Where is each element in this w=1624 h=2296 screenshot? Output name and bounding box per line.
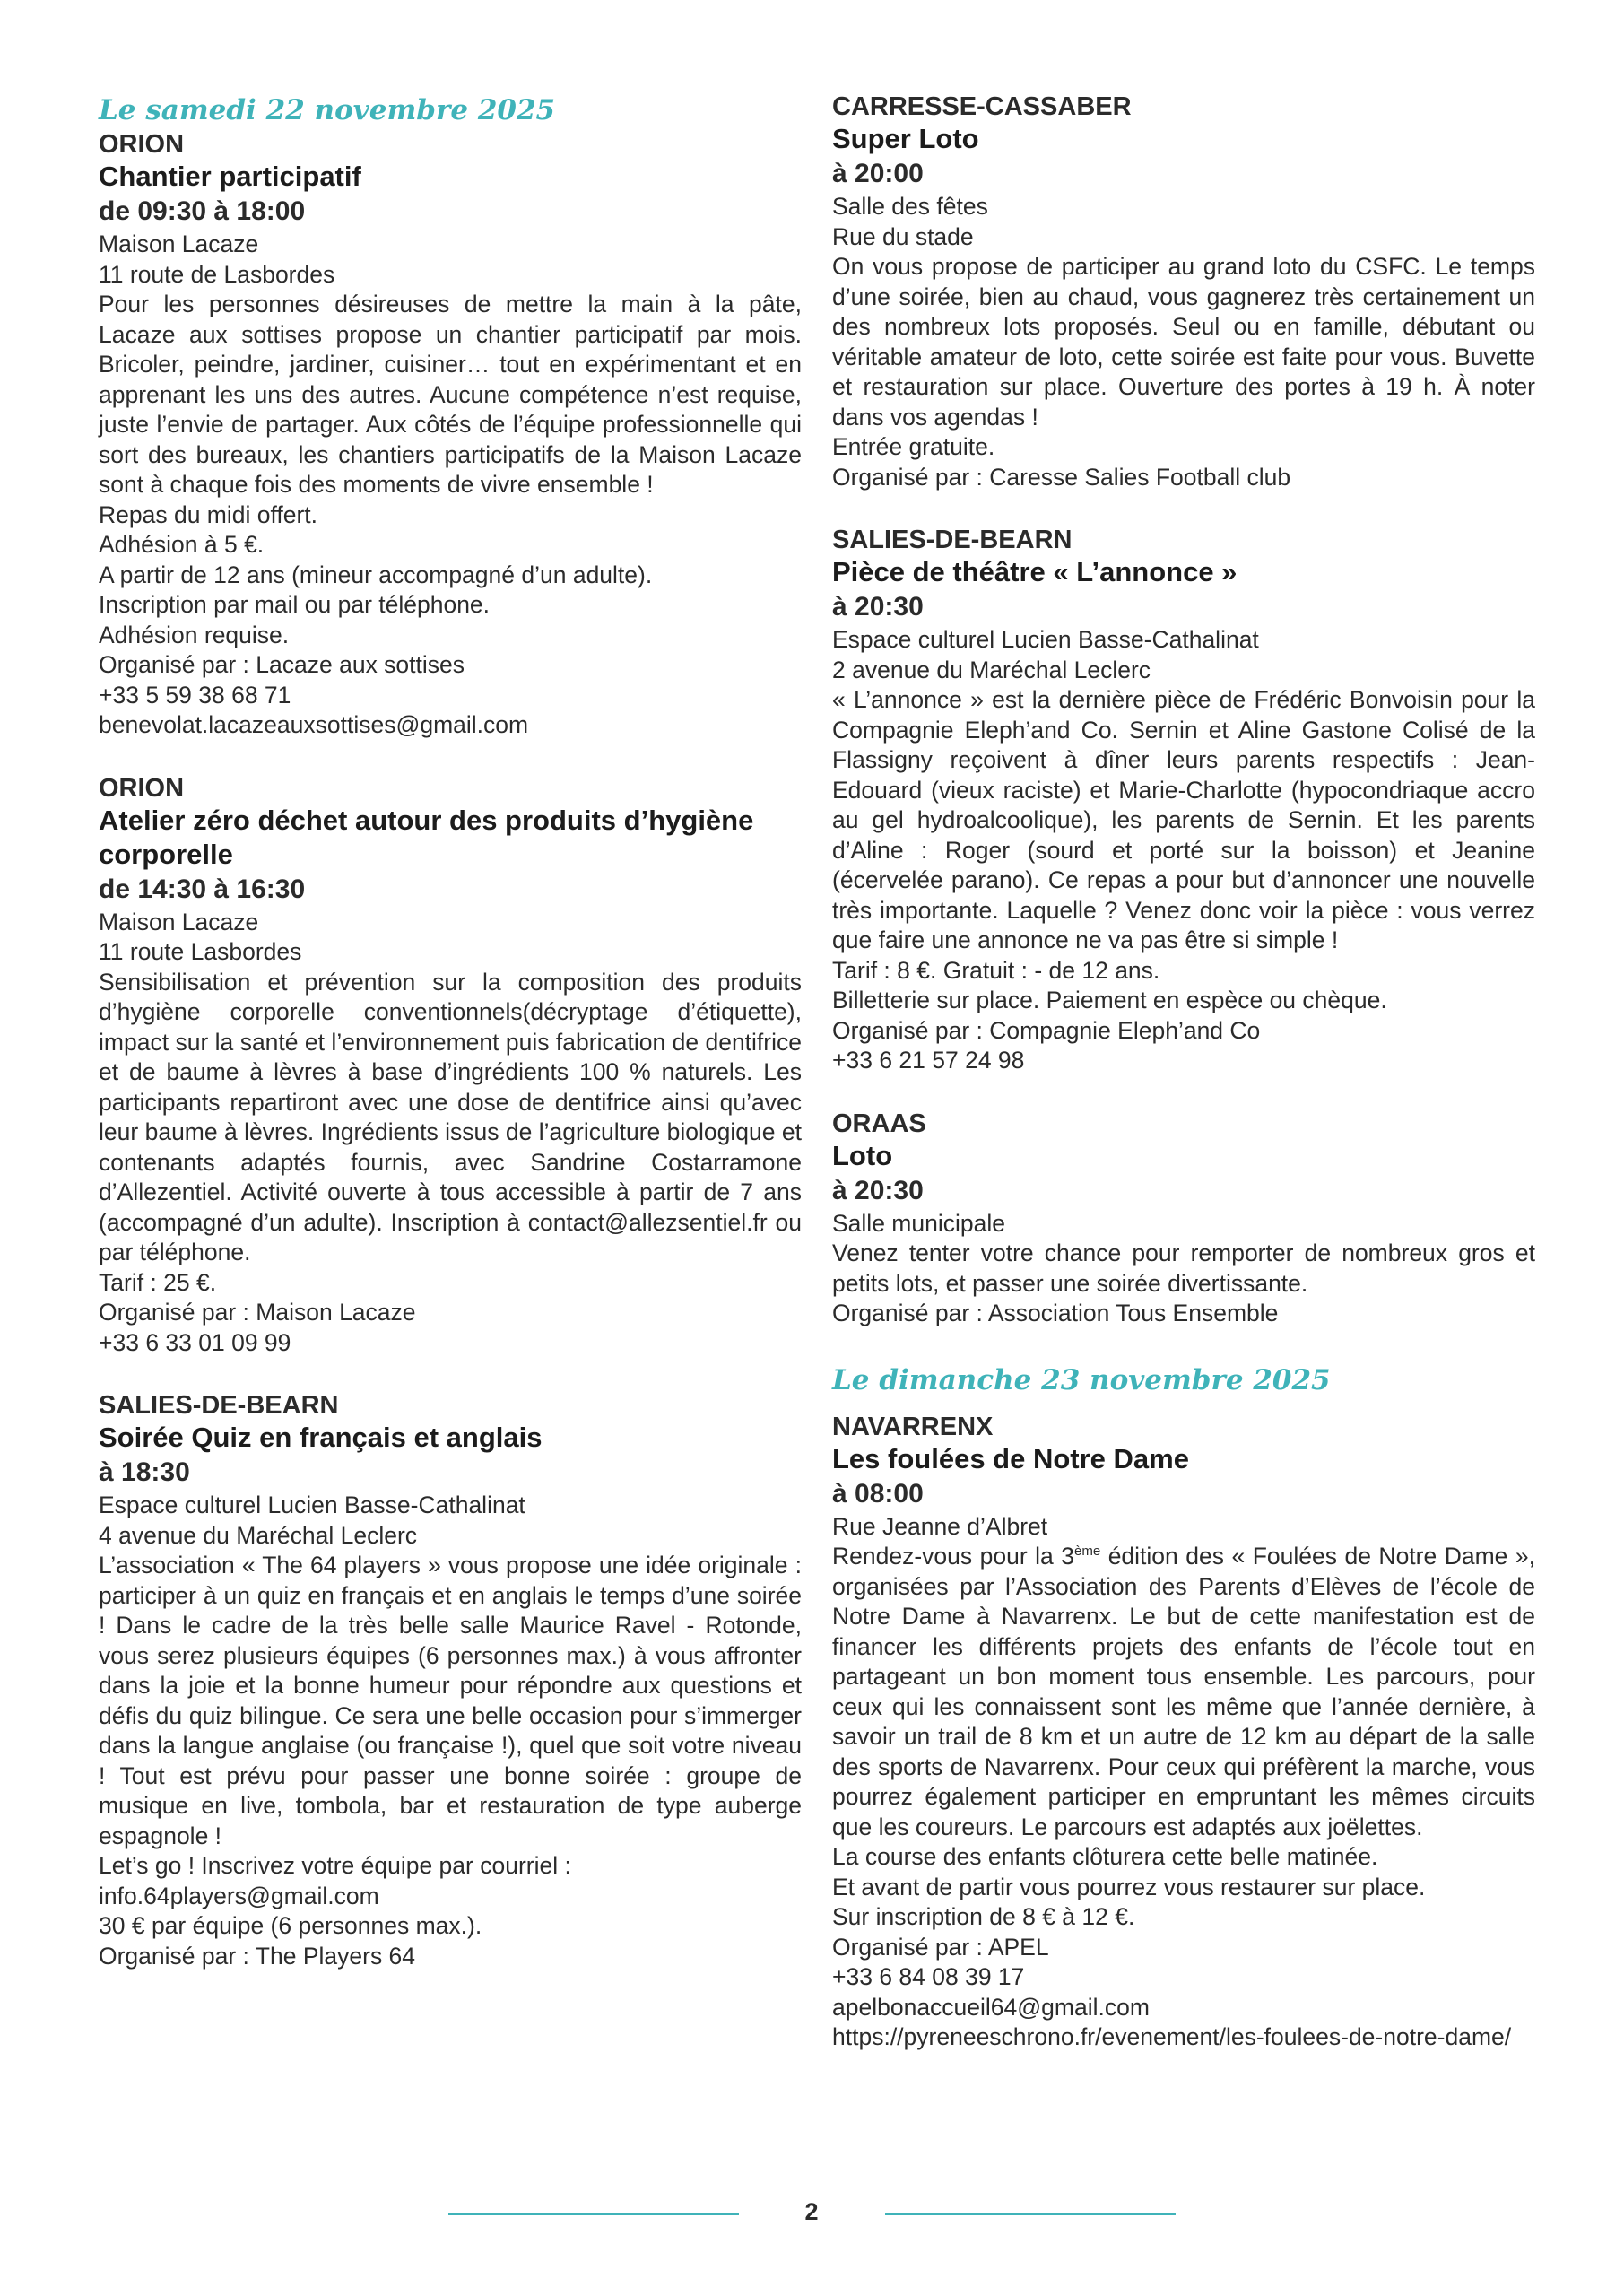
- event-loto-oraas: [832, 1109, 1535, 1329]
- event-title: Soirée Quiz en français et anglais: [99, 1422, 543, 1453]
- event-piece-theatre: [832, 525, 1535, 1076]
- event-town: ORAAS: [832, 1109, 926, 1138]
- event-town: SALIES-DE-BEARN: [99, 1391, 339, 1420]
- event-super-loto: [832, 91, 1535, 492]
- event-detail: A partir de 12 ans (mineur accompagné d’un adulte).: [99, 561, 653, 588]
- event-venue: Salle des fêtes: [832, 193, 988, 220]
- day-heading: Le dimanche 23 novembre 2025: [832, 1363, 1331, 1396]
- event-price: Tarif : 25 €.: [99, 1268, 217, 1296]
- event-time: à 18:30: [99, 1457, 190, 1487]
- event-organizer: Organisé par : Association Tous Ensemble: [832, 1300, 1279, 1326]
- event-title: Super Loto: [832, 123, 979, 154]
- event-organizer: Organisé par : The Players 64: [99, 1942, 416, 1970]
- event-venue: Salle municipale: [832, 1209, 1005, 1237]
- event-price: Entrée gratuite.: [832, 433, 995, 460]
- event-time: à 20:00: [832, 159, 924, 188]
- event-venue: Maison Lacaze: [99, 908, 259, 935]
- event-venue: Maison Lacaze: [99, 230, 259, 257]
- event-url-link[interactable]: https://pyreneeschrono.fr/evenement/les-foulees-de-notre-dame/: [832, 2023, 1512, 2050]
- event-detail: Billetterie sur place. Paiement en espèce ou chèque.: [832, 987, 1387, 1013]
- event-title: Pièce de théâtre « L’annonce »: [832, 556, 1238, 587]
- event-town: ORION: [99, 773, 185, 803]
- event-detail: Let’s go ! Inscrivez votre équipe par courriel :: [99, 1852, 571, 1879]
- event-price: Sur inscription de 8 € à 12 €.: [832, 1903, 1135, 1930]
- event-address: 11 route Lasbordes: [99, 938, 302, 965]
- event-time: de 09:30 à 18:00: [99, 196, 306, 226]
- event-time: de 14:30 à 16:30: [99, 874, 306, 904]
- event-description: Venez tenter votre chance pour remporter de nombreux gros et petits lots, et passer une soirée divertissante.: [832, 1239, 1535, 1297]
- event-address: 4 avenue du Maréchal Leclerc: [99, 1521, 418, 1549]
- event-organizer: Organisé par : APEL: [832, 1933, 1049, 1961]
- event-price: 30 € par équipe (6 personnes max.).: [99, 1912, 482, 1939]
- right-column: [832, 91, 1535, 2085]
- event-time: à 08:00: [832, 1478, 924, 1509]
- description-intro: Rendez-vous pour la 3: [832, 1543, 1075, 1570]
- event-title: Chantier participatif: [99, 161, 361, 192]
- event-time: à 20:30: [832, 1175, 924, 1205]
- ordinal-suffix: ème: [1074, 1544, 1101, 1560]
- event-soiree-quiz: [99, 1390, 802, 1971]
- footer-rule-left: [448, 2213, 739, 2215]
- event-detail: Adhésion à 5 €.: [99, 531, 265, 558]
- event-town: ORION: [99, 130, 185, 159]
- event-detail: Repas du midi offert.: [99, 500, 318, 528]
- day-heading: Le samedi 22 novembre 2025: [99, 94, 556, 126]
- event-detail: La course des enfants clôturera cette belle matinée.: [832, 1843, 1378, 1870]
- event-phone: +33 6 84 08 39 17: [832, 1963, 1025, 1990]
- event-atelier-zero-dechet: [99, 773, 802, 1359]
- event-description: On vous propose de participer au grand loto du CSFC. Le temps d’une soirée, bien au chaud, vous gagnerez très certainement un des nombreux lots proposés. Seul ou en famille, débutant ou véritable amateur de loto, cette soirée est faite pour vous. Buvette et restauration sur place. Ouverture des portes à 19 h. À noter dans vos agendas !: [832, 253, 1535, 430]
- event-address: 2 avenue du Maréchal Leclerc: [832, 656, 1151, 683]
- event-phone: +33 6 21 57 24 98: [832, 1047, 1025, 1074]
- event-venue: Rue Jeanne d’Albret: [832, 1512, 1048, 1540]
- event-description: L’association « The 64 players » vous propose une idée originale : participer à un quiz en français et en anglais le temps d’une soirée ! Dans le cadre de la très belle salle Maurice Ravel - Rotonde, vous serez plusieurs équipes (6 personnes max.) à vous affronter dans la joie et la bonne humeur pour répondre aux questions et défis du quiz bilingue. Ce sera une belle occasion pour s’immerger dans la langue anglaise (ou française !), quel que soit votre niveau ! Tout est prévu pour passer une bonne soirée : groupe de musique en live, tombola, bar et restauration de type auberge espagnole !: [99, 1552, 802, 1849]
- event-phone: +33 6 33 01 09 99: [99, 1328, 291, 1356]
- event-email[interactable]: benevolat.lacazeauxsottises@gmail.com: [99, 711, 529, 738]
- event-venue: Espace culturel Lucien Basse-Cathalinat: [99, 1492, 525, 1518]
- page-number: 2: [804, 2198, 819, 2225]
- event-organizer: Organisé par : Caresse Salies Football club: [832, 463, 1291, 491]
- left-column: [99, 91, 802, 2004]
- event-detail: Adhésion requise.: [99, 621, 290, 648]
- event-price: Tarif : 8 €. Gratuit : - de 12 ans.: [832, 956, 1160, 984]
- event-town: SALIES-DE-BEARN: [832, 526, 1073, 554]
- event-phone: +33 5 59 38 68 71: [99, 681, 291, 709]
- event-address: Rue du stade: [832, 222, 974, 250]
- event-time: à 20:30: [832, 592, 924, 622]
- event-description: Sensibilisation et prévention sur la composition des produits d’hygiène corporelle conventionnels(décryptage d’étiquette), impact sur la santé et l’environnement puis fabrication de dentifrice et de baume à lèvres à base d’ingrédients 100 % naturels. Les participants repartiront avec une dose de dentifrice ainsi qu’avec leur baume à lèvres. Ingrédients issus de l’agriculture biologique et contenants adaptés fournis, avec Sandrine Costarramone d’Allezentiel. Activité ouverte à tous accessible à partir de 7 ans (accompagné d’un adulte). Inscription à contact@allezsentiel.fr ou par téléphone.: [99, 968, 802, 1265]
- event-foulees-notre-dame: [832, 1412, 1535, 2053]
- event-title: Les foulées de Notre Dame: [832, 1442, 1189, 1474]
- event-organizer: Organisé par : Compagnie Eleph’and Co: [832, 1016, 1261, 1044]
- event-town: NAVARRENX: [832, 1412, 994, 1441]
- event-title: Atelier zéro déchet autour des produits d’hygiène corporelle: [99, 804, 754, 870]
- footer-rule-right: [885, 2213, 1176, 2215]
- event-detail: Inscription par mail ou par téléphone.: [99, 591, 491, 618]
- event-address: 11 route de Lasbordes: [99, 260, 335, 288]
- event-description: « L’annonce » est la dernière pièce de Frédéric Bonvoisin pour la Compagnie Eleph’and Co. Sernin et Aline Gastone Colisé de la Flassigny reçoivent à dîner leurs parents respectifs : Jean-Edouard (vieux raciste) et Marie-Charlotte (hypocondriaque accro au gel hydroalcoolique), les parents de Sernin. Et les parents d’Aline : Roger (sourd et porté sur la boisson) et Jeanine (écervelée parano). Ce repas a pour but d’annoncer une nouvelle très importante. Laquelle ? Venez donc voir la pièce : vous verrez que faire une annonce ne va pas être si simple !: [832, 686, 1535, 953]
- event-title: Loto: [832, 1139, 893, 1171]
- event-description: Pour les personnes désireuses de mettre la main à la pâte, Lacaze aux sottises propose un chantier participatif par mois. Bricoler, peindre, jardiner, cuisiner… tout en expérimentant et en apprenant les uns des autres. Aucune compétence n’est requise, juste l’envie de partager. Aux côtés de l’équipe professionnelle qui sort des bureaux, les chantiers participatifs de la Maison Lacaze sont à chaque fois des moments de vivre ensemble !: [99, 291, 802, 498]
- description-body: édition des « Foulées de Notre Dame », organisées par l’Association des Parents d’Elèves de l’école de Notre Dame à Navarrenx. Le but de cette manifestation est de financer les différents projets des enfants de l’école tout en partageant un bon moment tous ensemble. Les parcours, pour ceux qui les connaissent sont les même que l’année dernière, à savoir un trail de 8 km et un autre de 12 km au départ de la salle des sports de Navarrenx. Pour ceux qui préfèrent la marche, vous pourrez également participer en empruntant les mêmes circuits que les coureurs. Le parcours est adaptés aux joëlettes.: [832, 1543, 1535, 1840]
- event-chantier-participatif: [99, 129, 802, 741]
- event-email[interactable]: apelbonaccueil64@gmail.com: [832, 1993, 1150, 2021]
- event-organizer: Organisé par : Maison Lacaze: [99, 1299, 416, 1326]
- event-detail: Et avant de partir vous pourrez vous restaurer sur place.: [832, 1873, 1426, 1900]
- event-email[interactable]: info.64players@gmail.com: [99, 1882, 379, 1909]
- event-venue: Espace culturel Lucien Basse-Cathalinat: [832, 626, 1259, 653]
- event-organizer: Organisé par : Lacaze aux sottises: [99, 651, 465, 678]
- event-description: [832, 1542, 1535, 1842]
- event-town: CARRESSE-CASSABER: [832, 92, 1132, 121]
